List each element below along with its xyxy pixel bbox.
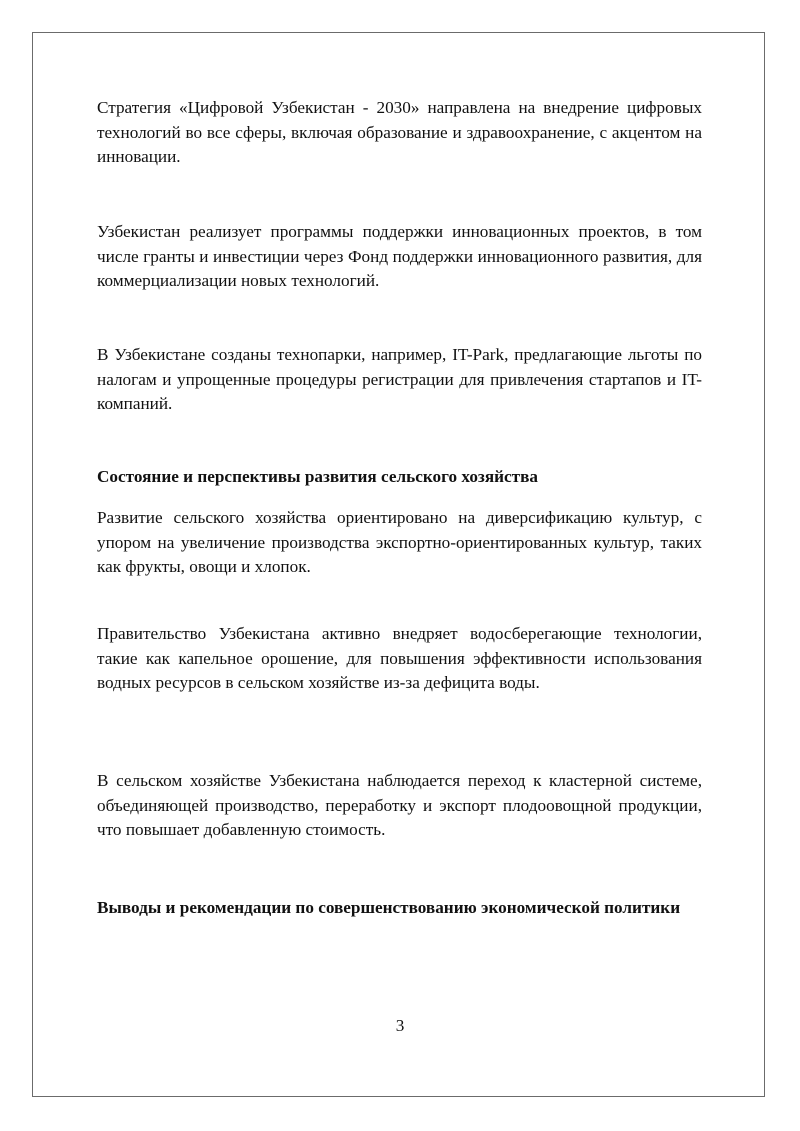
paragraph-cluster-system: В сельском хозяйстве Узбекистана наблюдается переход к кластерной системе, объединяющей производство, переработку и экспорт плодоовощной продукции, что повышает добавленную стоимость. <box>97 771 702 840</box>
section-heading-agriculture: Состояние и перспективы развития сельского хозяйства <box>97 467 538 486</box>
paragraph-technoparks: В Узбекистане созданы технопарки, например, IT-Park, предлагающие льготы по налогам и упрощенные процедуры регистрации для привлечения стартапов и IT-компаний. <box>97 345 702 414</box>
paragraph-innovation-support: Узбекистан реализует программы поддержки инновационных проектов, в том числе гранты и инвестиции через Фонд поддержки инновационного развития, для коммерциализации новых технологий. <box>97 222 702 291</box>
section-heading-conclusions: Выводы и рекомендации по совершенствованию экономической политики <box>97 898 681 917</box>
paragraph-digital-strategy: Стратегия «Цифровой Узбекистан - 2030» направлена на внедрение цифровых технологий во все сферы, включая образование и здравоохранение, с акцентом на инновации. <box>97 98 702 167</box>
paragraph-water-saving: Правительство Узбекистана активно внедряет водосберегающие технологии, такие как капельное орошение, для повышения эффективности использования водных ресурсов в сельском хозяйстве из-за дефицита воды. <box>97 624 702 693</box>
page-number: 3 <box>395 1016 405 1035</box>
paragraph-crop-diversification: Развитие сельского хозяйства ориентировано на диверсификацию культур, с упором на увеличение производства экспортно-ориентированных культур, таких как фрукты, овощи и хлопок. <box>97 508 702 577</box>
